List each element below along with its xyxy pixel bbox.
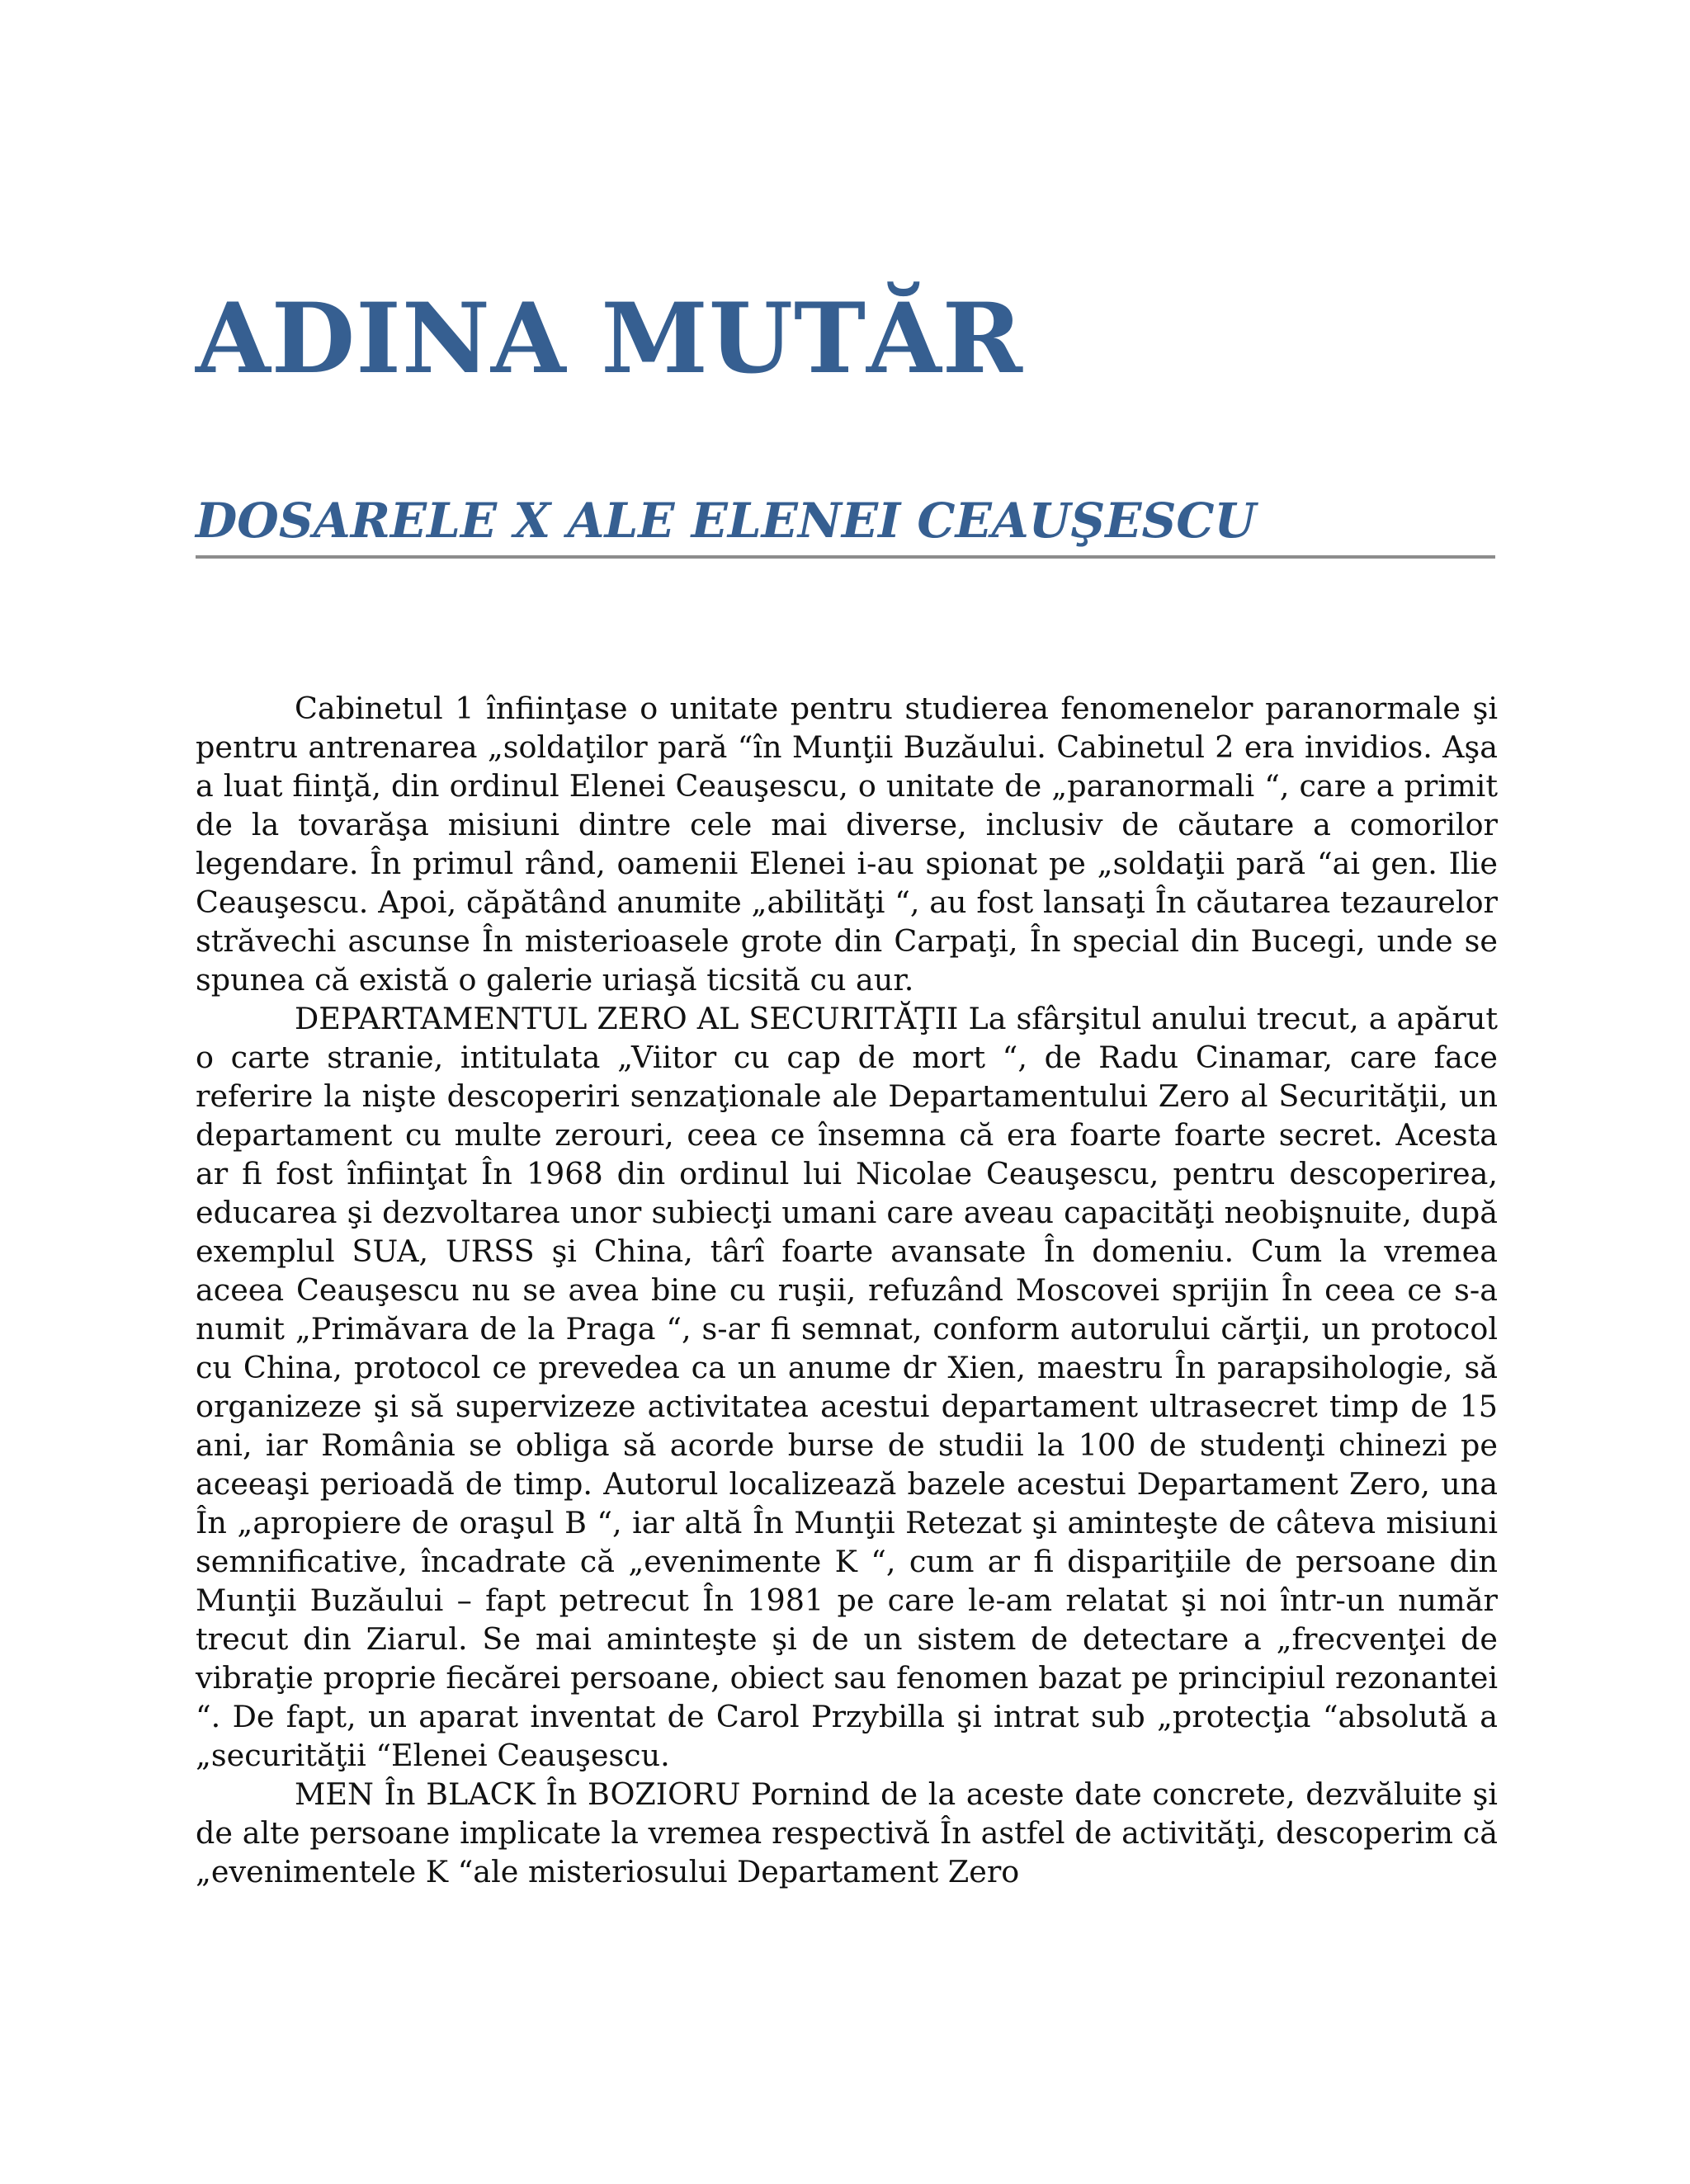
- title-underline-rule: [196, 555, 1495, 559]
- document-title: DOSARELE X ALE ELENEI CEAUŞESCU: [196, 493, 1257, 549]
- paragraph-men-in-black: MEN În BLACK În BOZIORU Pornind de la aceste date concrete, dezvăluite şi de alte persoane implicate la vremea respectivă În astfel de activităţi, descoperim că „evenimentele K “ale misteriosului Departament Zero: [196, 1776, 1498, 1889]
- author-name: ADINA MUTĂR: [196, 281, 1024, 395]
- body-text: [196, 689, 1498, 1891]
- paragraph-intro: Cabinetul 1 înfiinţase o unitate pentru studierea fenomenelor paranormale şi pentru antrenarea „soldaţilor pară “în Munţii Buzăului. Cabinetul 2 era invidios. Aşa a luat fiinţă, din ordinul Elenei Ceauşescu, o unitate de „paranormali “, care a primit de la tovarăşa misiuni dintre cele mai diverse, inclusiv de căutare a comorilor legendare. În primul rând, oamenii Elenei i-au spionat pe „soldaţii pară “ai gen. Ilie Ceauşescu. Apoi, căpătând anumite „abilităţi “, au fost lansaţi În căutarea tezaurelor străvechi ascunse În misterioasele grote din Carpaţi, În special din Bucegi, unde se spunea că există o galerie uriaşă ticsită cu aur.: [196, 691, 1498, 998]
- paragraph-departamentul-zero: DEPARTAMENTUL ZERO AL SECURITĂŢII La sfârşitul anului trecut, a apărut o carte stranie, intitulata „Viitor cu cap de mort “, de Radu Cinamar, care face referire la nişte descoperiri senzaţionale ale Departamentului Zero al Securităţii, un departament cu multe zerouri, ceea ce însemna că era foarte foarte secret. Acesta ar fi fost înfiinţat În 1968 din ordinul lui Nicolae Ceauşescu, pentru descoperirea, educarea şi dezvoltarea unor subiecţi umani care aveau capacităţi neobişnuite, după exemplul SUA, URSS şi China, târî foarte avansate În domeniu. Cum la vremea aceea Ceauşescu nu se avea bine cu ruşii, refuzând Moscovei sprijin În ceea ce s-a numit „Primăvara de la Praga “, s-ar fi semnat, conform autorului cărţii, un protocol cu China, protocol ce prevedea ca un anume dr Xien, maestru În parapsihologie, să organizeze şi să supervizeze activitatea acestui departament ultrasecret timp de 15 ani, iar România se obliga să acorde burse de studii la 100 de studenţi chinezi pe aceeaşi perioadă de timp. Autorul localizează bazele acestui Departament Zero, una În „apropiere de oraşul B “, iar altă În Munţii Retezat şi aminteşte de câteva misiuni semnificative, încadrate că „evenimente K “, cum ar fi dispariţiile de persoane din Munţii Buzăului – fapt petrecut În 1981 pe care le-am relatat şi noi într-un număr trecut din Ziarul. Se mai aminteşte şi de un sistem de detectare a „frecvenţei de vibraţie proprie fiecărei persoane, obiect sau fenomen bazat pe principiul rezonantei “. De fapt, un aparat inventat de Carol Przybilla şi intrat sub „protecţia “absolută a „securităţii “Elenei Ceauşescu.: [196, 1001, 1498, 1773]
